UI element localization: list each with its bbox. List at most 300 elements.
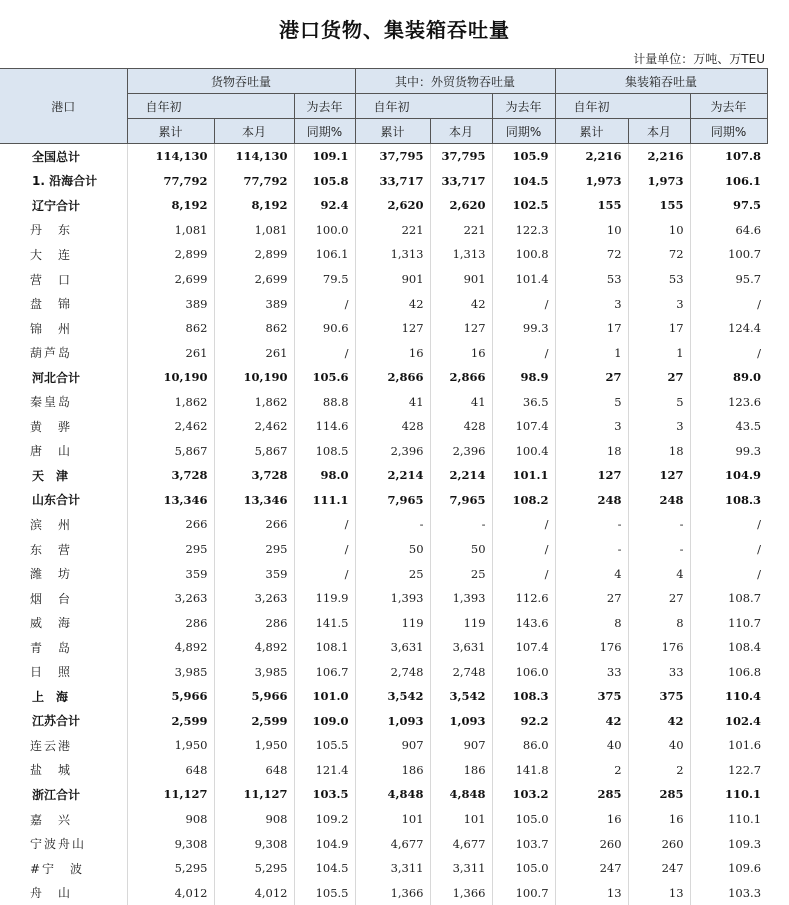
value-cell: 33,717 xyxy=(355,169,430,194)
value-cell: 2,620 xyxy=(430,193,492,218)
value-cell: 110.1 xyxy=(725,787,762,802)
value-cell: 119 xyxy=(430,610,492,635)
value-cell: 3,542 xyxy=(355,684,430,709)
value-cell: 286 xyxy=(127,610,214,635)
value-cell: 106.8 xyxy=(728,664,762,679)
port-name-cell: 秦皇岛 xyxy=(0,389,127,414)
value-cell: / xyxy=(757,345,762,360)
value-cell: 13,346 xyxy=(214,488,294,513)
value-cell: 103.3 xyxy=(728,885,762,900)
value-cell: 1,973 xyxy=(555,169,628,194)
value-cell: 1,393 xyxy=(355,586,430,611)
value-cell: 3,728 xyxy=(214,463,294,488)
value-cell: 25 xyxy=(430,561,492,586)
value-cell: 1,093 xyxy=(430,709,492,734)
table-row xyxy=(0,242,767,267)
header-cumulative: 累计 xyxy=(555,119,628,144)
port-name-cell: #宁 波 xyxy=(0,856,127,881)
header-ytd: 自年初 xyxy=(127,94,294,119)
header-yoy-top: 为去年 xyxy=(690,94,767,119)
value-cell: 1,313 xyxy=(355,242,430,267)
port-name-cell: 连云港 xyxy=(0,733,127,758)
table-row xyxy=(0,709,767,734)
value-cell: 2,216 xyxy=(628,144,690,169)
value-cell: 105.6 xyxy=(294,365,355,390)
table-row xyxy=(0,193,767,218)
port-name-cell: 东 营 xyxy=(0,537,127,562)
value-cell: 100.7 xyxy=(728,247,762,262)
value-cell: 176 xyxy=(555,635,628,660)
value-cell: 10,190 xyxy=(127,365,214,390)
port-name-cell: 日 照 xyxy=(0,659,127,684)
port-name-cell: 烟 台 xyxy=(0,586,127,611)
port-name-cell: 滨 州 xyxy=(0,512,127,537)
value-cell: 110.1 xyxy=(728,812,762,827)
value-cell: 123.6 xyxy=(728,394,762,409)
value-cell: 11,127 xyxy=(127,782,214,807)
value-cell: 359 xyxy=(214,561,294,586)
value-cell: 25 xyxy=(355,561,430,586)
value-cell: 3 xyxy=(555,414,628,439)
value-cell: 101 xyxy=(355,807,430,832)
port-name-cell: 锦 州 xyxy=(0,316,127,341)
value-cell: 3,631 xyxy=(355,635,430,660)
port-name-cell: 盘 锦 xyxy=(0,291,127,316)
port-name-cell: 河北合计 xyxy=(0,365,127,390)
value-cell: / xyxy=(294,561,355,586)
table-row xyxy=(0,316,767,341)
value-cell: 105.8 xyxy=(294,169,355,194)
value-cell: 4,892 xyxy=(214,635,294,660)
port-name-cell: 宁波舟山 xyxy=(0,831,127,856)
value-cell: 10 xyxy=(628,218,690,243)
value-cell: 108.1 xyxy=(294,635,355,660)
value-cell: 103.7 xyxy=(492,831,555,856)
value-cell: 7,965 xyxy=(430,488,492,513)
port-name-cell: 丹 东 xyxy=(0,218,127,243)
value-cell: 42 xyxy=(430,291,492,316)
header-yoy-bottom: 同期% xyxy=(690,119,767,144)
value-cell: 2,699 xyxy=(214,267,294,292)
value-cell: 108.2 xyxy=(492,488,555,513)
value-cell: - xyxy=(355,512,430,537)
value-cell: 648 xyxy=(214,758,294,783)
value-cell: 103.2 xyxy=(492,782,555,807)
value-cell: 1,950 xyxy=(214,733,294,758)
value-cell: 110.4 xyxy=(725,689,762,704)
header-yoy-top: 为去年 xyxy=(294,94,355,119)
value-cell: 106.0 xyxy=(492,659,555,684)
port-name-cell: 嘉 兴 xyxy=(0,807,127,832)
table-row xyxy=(0,831,767,856)
value-cell: 2,214 xyxy=(430,463,492,488)
value-cell: 375 xyxy=(555,684,628,709)
value-cell: 108.3 xyxy=(492,684,555,709)
value-cell: 3,728 xyxy=(127,463,214,488)
value-cell: 119.9 xyxy=(294,586,355,611)
value-cell: 112.6 xyxy=(492,586,555,611)
port-name-cell: 黄 骅 xyxy=(0,414,127,439)
table-row xyxy=(0,169,767,194)
table-row xyxy=(0,880,767,905)
table-row xyxy=(0,733,767,758)
value-cell: 359 xyxy=(127,561,214,586)
value-cell: 41 xyxy=(355,389,430,414)
value-cell: / xyxy=(492,561,555,586)
value-cell: 9,308 xyxy=(214,831,294,856)
value-cell: 389 xyxy=(214,291,294,316)
value-cell: 50 xyxy=(355,537,430,562)
value-cell: / xyxy=(757,296,762,311)
value-cell: 261 xyxy=(214,340,294,365)
value-cell: 107.4 xyxy=(492,414,555,439)
value-cell: 2,620 xyxy=(355,193,430,218)
value-cell: 247 xyxy=(628,856,690,881)
value-cell: 27 xyxy=(628,365,690,390)
value-cell: 101 xyxy=(430,807,492,832)
value-cell: 42 xyxy=(355,291,430,316)
value-cell: 104.5 xyxy=(492,169,555,194)
value-cell: 103.5 xyxy=(294,782,355,807)
value-cell: 5,295 xyxy=(214,856,294,881)
header-port: 港口 xyxy=(0,69,127,144)
value-cell: 79.5 xyxy=(294,267,355,292)
value-cell: 389 xyxy=(127,291,214,316)
value-cell: 907 xyxy=(430,733,492,758)
value-cell: 221 xyxy=(355,218,430,243)
value-cell: 98.9 xyxy=(492,365,555,390)
value-cell: 375 xyxy=(628,684,690,709)
port-name-cell: 1. 沿海合计 xyxy=(0,169,127,194)
value-cell: 3,985 xyxy=(127,659,214,684)
value-cell: / xyxy=(492,512,555,537)
value-cell: 260 xyxy=(628,831,690,856)
value-cell: 104.9 xyxy=(725,468,762,483)
value-cell: 108.7 xyxy=(728,591,762,606)
value-cell: 33 xyxy=(628,659,690,684)
value-cell: 908 xyxy=(127,807,214,832)
value-cell: 77,792 xyxy=(127,169,214,194)
value-cell: / xyxy=(294,512,355,537)
value-cell: 1,366 xyxy=(430,880,492,905)
value-cell: 2,599 xyxy=(127,709,214,734)
table-row xyxy=(0,389,767,414)
value-cell: 907 xyxy=(355,733,430,758)
value-cell: 37,795 xyxy=(430,144,492,169)
value-cell: 50 xyxy=(430,537,492,562)
value-cell: 1,081 xyxy=(127,218,214,243)
value-cell: 1,973 xyxy=(628,169,690,194)
header-cargo-throughput: 货物吞吐量 xyxy=(127,69,355,94)
table-body xyxy=(0,144,767,905)
value-cell: 106.1 xyxy=(294,242,355,267)
value-cell: 2,396 xyxy=(430,439,492,464)
value-cell: 1,366 xyxy=(355,880,430,905)
port-name-cell: 天 津 xyxy=(0,463,127,488)
header-ytd: 自年初 xyxy=(355,94,492,119)
value-cell: 106.1 xyxy=(725,173,762,188)
value-cell: 13 xyxy=(628,880,690,905)
value-cell: 4,892 xyxy=(127,635,214,660)
value-cell: 40 xyxy=(555,733,628,758)
value-cell: 108.4 xyxy=(728,640,762,655)
table-row xyxy=(0,635,767,660)
value-cell: 105.9 xyxy=(492,144,555,169)
table-row xyxy=(0,365,767,390)
value-cell: 114.6 xyxy=(294,414,355,439)
port-name-cell: 全国总计 xyxy=(0,144,127,169)
value-cell: 106.7 xyxy=(294,659,355,684)
header-month: 本月 xyxy=(214,119,294,144)
port-name-cell: 唐 山 xyxy=(0,439,127,464)
value-cell: 2 xyxy=(628,758,690,783)
value-cell: 266 xyxy=(214,512,294,537)
value-cell: 5,966 xyxy=(214,684,294,709)
value-cell: 109.0 xyxy=(294,709,355,734)
table-row xyxy=(0,782,767,807)
value-cell: 5,966 xyxy=(127,684,214,709)
value-cell: 286 xyxy=(214,610,294,635)
value-cell: 5,867 xyxy=(127,439,214,464)
value-cell: / xyxy=(492,537,555,562)
value-cell: 3 xyxy=(628,291,690,316)
value-cell: 127 xyxy=(628,463,690,488)
value-cell: 98.0 xyxy=(294,463,355,488)
value-cell: 41 xyxy=(430,389,492,414)
table-row xyxy=(0,586,767,611)
value-cell: 285 xyxy=(628,782,690,807)
value-cell: 155 xyxy=(628,193,690,218)
unit-label: 计量单位：万吨、万TEU xyxy=(633,52,765,66)
value-cell: 16 xyxy=(628,807,690,832)
value-cell: 109.2 xyxy=(294,807,355,832)
value-cell: 155 xyxy=(555,193,628,218)
value-cell: 266 xyxy=(127,512,214,537)
value-cell: / xyxy=(757,566,762,581)
value-cell: 100.4 xyxy=(492,439,555,464)
table-row xyxy=(0,537,767,562)
value-cell: 121.4 xyxy=(294,758,355,783)
header-month: 本月 xyxy=(430,119,492,144)
value-cell: 101.6 xyxy=(728,738,762,753)
value-cell: 107.4 xyxy=(492,635,555,660)
value-cell: 2,899 xyxy=(127,242,214,267)
value-cell: 260 xyxy=(555,831,628,856)
value-cell: 3,985 xyxy=(214,659,294,684)
value-cell: 2,899 xyxy=(214,242,294,267)
value-cell: 104.9 xyxy=(294,831,355,856)
table-row xyxy=(0,610,767,635)
value-cell: 119 xyxy=(355,610,430,635)
value-cell: 1,093 xyxy=(355,709,430,734)
port-name-cell: 浙江合计 xyxy=(0,782,127,807)
port-name-cell: 潍 坊 xyxy=(0,561,127,586)
table-row xyxy=(0,439,767,464)
value-cell: 1,950 xyxy=(127,733,214,758)
value-cell: 89.0 xyxy=(733,370,762,385)
value-cell: 2,748 xyxy=(355,659,430,684)
value-cell: 261 xyxy=(127,340,214,365)
value-cell: 908 xyxy=(214,807,294,832)
table-row xyxy=(0,512,767,537)
value-cell: 110.7 xyxy=(728,615,762,630)
table-row xyxy=(0,807,767,832)
value-cell: 105.0 xyxy=(492,807,555,832)
value-cell: 36.5 xyxy=(492,389,555,414)
value-cell: 2,462 xyxy=(214,414,294,439)
port-name-cell: 上 海 xyxy=(0,684,127,709)
value-cell: 5 xyxy=(555,389,628,414)
value-cell: 8 xyxy=(555,610,628,635)
header-yoy-bottom: 同期% xyxy=(492,119,555,144)
value-cell: 42 xyxy=(628,709,690,734)
value-cell: 247 xyxy=(555,856,628,881)
value-cell: 8 xyxy=(628,610,690,635)
value-cell: 16 xyxy=(430,340,492,365)
value-cell: 4,012 xyxy=(127,880,214,905)
table-row xyxy=(0,414,767,439)
value-cell: / xyxy=(294,537,355,562)
value-cell: 64.6 xyxy=(735,222,762,237)
value-cell: 97.5 xyxy=(733,198,762,213)
value-cell: 3,542 xyxy=(430,684,492,709)
value-cell: 141.8 xyxy=(492,758,555,783)
value-cell: 428 xyxy=(355,414,430,439)
value-cell: 4,677 xyxy=(355,831,430,856)
page-title: 港口货物、集装箱吞吐量 xyxy=(279,18,510,42)
value-cell: 2,866 xyxy=(430,365,492,390)
value-cell: 4,848 xyxy=(430,782,492,807)
value-cell: 16 xyxy=(555,807,628,832)
value-cell: 248 xyxy=(628,488,690,513)
value-cell: 176 xyxy=(628,635,690,660)
value-cell: 109.3 xyxy=(728,836,762,851)
value-cell: 1 xyxy=(628,340,690,365)
value-cell: 1 xyxy=(555,340,628,365)
value-cell: 101.4 xyxy=(492,267,555,292)
table-row xyxy=(0,144,767,169)
value-cell: 1,862 xyxy=(127,389,214,414)
value-cell: / xyxy=(757,542,762,557)
value-cell: 105.0 xyxy=(492,856,555,881)
value-cell: 2,214 xyxy=(355,463,430,488)
value-cell: 127 xyxy=(430,316,492,341)
value-cell: 862 xyxy=(214,316,294,341)
value-cell: 141.5 xyxy=(294,610,355,635)
value-cell: 3,311 xyxy=(355,856,430,881)
value-cell: 2,699 xyxy=(127,267,214,292)
value-cell: 3,631 xyxy=(430,635,492,660)
value-cell: 17 xyxy=(628,316,690,341)
value-cell: 3,311 xyxy=(430,856,492,881)
value-cell: 295 xyxy=(127,537,214,562)
port-name-cell: 辽宁合计 xyxy=(0,193,127,218)
value-cell: 9,308 xyxy=(127,831,214,856)
value-cell: 5,295 xyxy=(127,856,214,881)
port-name-cell: 山东合计 xyxy=(0,488,127,513)
port-name-cell: 营 口 xyxy=(0,267,127,292)
port-name-cell: 威 海 xyxy=(0,610,127,635)
value-cell: / xyxy=(294,291,355,316)
value-cell: 17 xyxy=(555,316,628,341)
table-row xyxy=(0,488,767,513)
header-cumulative: 累计 xyxy=(127,119,214,144)
port-name-cell: 江苏合计 xyxy=(0,709,127,734)
value-cell: 102.5 xyxy=(492,193,555,218)
value-cell: 100.0 xyxy=(294,218,355,243)
value-cell: 114,130 xyxy=(127,144,214,169)
value-cell: 10,190 xyxy=(214,365,294,390)
value-cell: 3,263 xyxy=(127,586,214,611)
header-container-throughput: 集装箱吞吐量 xyxy=(555,69,767,94)
value-cell: 40 xyxy=(628,733,690,758)
value-cell: 105.5 xyxy=(294,733,355,758)
value-cell: 8,192 xyxy=(127,193,214,218)
value-cell: / xyxy=(492,291,555,316)
value-cell: 77,792 xyxy=(214,169,294,194)
value-cell: - xyxy=(628,512,690,537)
value-cell: 3 xyxy=(628,414,690,439)
value-cell: 18 xyxy=(555,439,628,464)
header-ytd: 自年初 xyxy=(555,94,690,119)
value-cell: 37,795 xyxy=(355,144,430,169)
value-cell: / xyxy=(294,340,355,365)
value-cell: / xyxy=(492,340,555,365)
value-cell: 127 xyxy=(555,463,628,488)
value-cell: 7,965 xyxy=(355,488,430,513)
value-cell: 1,393 xyxy=(430,586,492,611)
value-cell: 862 xyxy=(127,316,214,341)
port-name-cell: 盐 城 xyxy=(0,758,127,783)
value-cell: 221 xyxy=(430,218,492,243)
header-cumulative: 累计 xyxy=(355,119,430,144)
table-row xyxy=(0,561,767,586)
value-cell: 186 xyxy=(355,758,430,783)
table-row xyxy=(0,758,767,783)
table-row xyxy=(0,463,767,488)
value-cell: 4 xyxy=(555,561,628,586)
value-cell: 11,127 xyxy=(214,782,294,807)
header-foreign-trade: 其中：外贸货物吞吐量 xyxy=(355,69,555,94)
value-cell: 18 xyxy=(628,439,690,464)
value-cell: 105.5 xyxy=(294,880,355,905)
value-cell: 53 xyxy=(628,267,690,292)
table-row xyxy=(0,856,767,881)
value-cell: 648 xyxy=(127,758,214,783)
port-name-cell: 大 连 xyxy=(0,242,127,267)
table-row xyxy=(0,659,767,684)
port-name-cell: 葫芦岛 xyxy=(0,340,127,365)
value-cell: 4,012 xyxy=(214,880,294,905)
value-cell: 42 xyxy=(555,709,628,734)
value-cell: 1,862 xyxy=(214,389,294,414)
value-cell: 5,867 xyxy=(214,439,294,464)
value-cell: 4 xyxy=(628,561,690,586)
value-cell: / xyxy=(757,517,762,532)
value-cell: 114,130 xyxy=(214,144,294,169)
header-yoy-bottom: 同期% xyxy=(294,119,355,144)
value-cell: 100.7 xyxy=(492,880,555,905)
value-cell: 43.5 xyxy=(735,419,762,434)
value-cell: 186 xyxy=(430,758,492,783)
value-cell: 13 xyxy=(555,880,628,905)
value-cell: - xyxy=(555,512,628,537)
value-cell: 108.5 xyxy=(294,439,355,464)
value-cell: 99.3 xyxy=(492,316,555,341)
port-name-cell: 青 岛 xyxy=(0,635,127,660)
value-cell: 4,848 xyxy=(355,782,430,807)
header-month: 本月 xyxy=(628,119,690,144)
